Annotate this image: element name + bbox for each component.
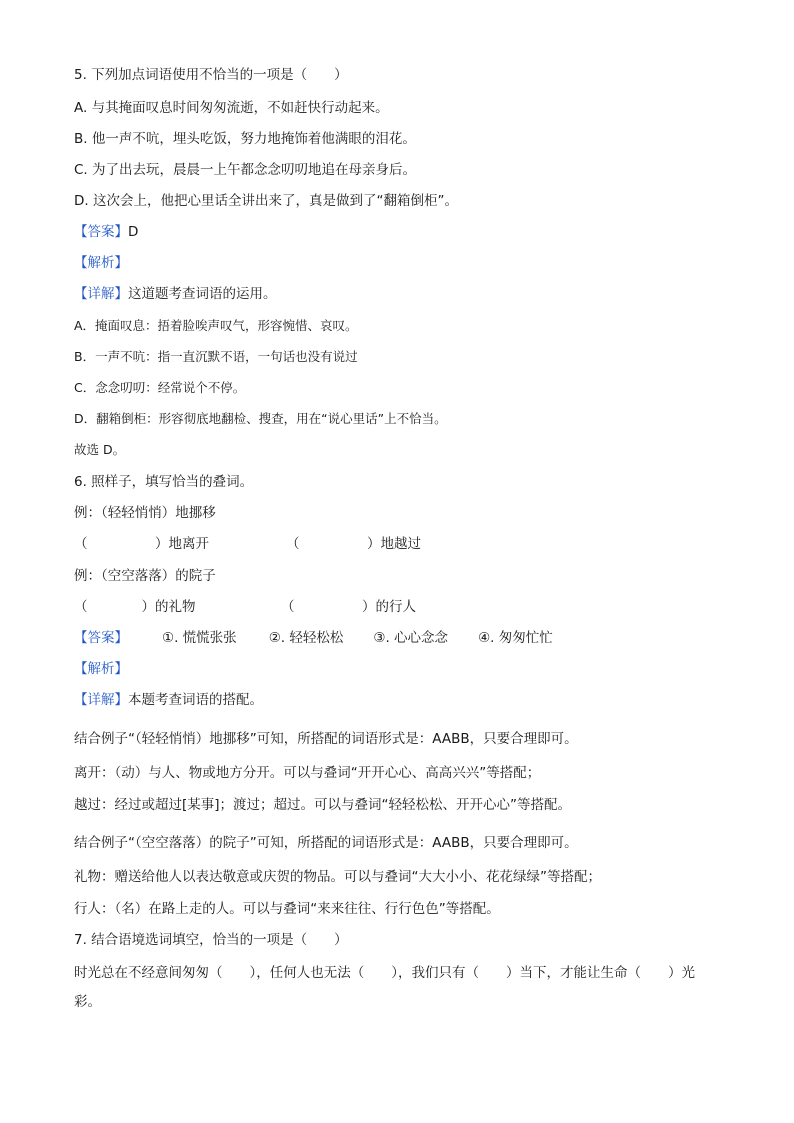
q6-blank-1a: （ ）地离开: [74, 536, 209, 552]
q6-analysis-tag: 【解析】: [74, 661, 128, 677]
q5-detail-line: [74, 285, 277, 303]
q5-detail-tag: 【详解】: [74, 286, 128, 302]
q6-paragraph-2: 离开：（动）与人、物或地方分开。可以与叠词“开开心心、高高兴兴”等搭配；: [74, 765, 541, 781]
q5-note-a: A．掩面叹息：捂着脸唉声叹气，形容惋惜、哀叹。: [74, 318, 358, 333]
q6-blank-2a: （ ）的礼物: [74, 599, 196, 615]
q5-answer: D: [128, 224, 139, 240]
q6-detail-line: [74, 691, 263, 709]
q6-detail: 本题考查词语的搭配。: [128, 692, 263, 708]
q5-stem: 5. 下列加点词语使用不恰当的一项是（ ）: [74, 67, 348, 83]
q5-option-c: C. 为了出去玩，晨晨一上午都念念叨叨地追在母亲身后。: [74, 162, 417, 178]
q6-paragraph-1: 结合例子“（轻轻悄悄）地挪移”可知，所搭配的词语形式是：AABB，只要合理即可。: [74, 731, 578, 747]
q7-line-2: 彩。: [74, 994, 101, 1010]
q5-option-d: D. 这次会上，他把心里话全讲出来了，真是做到了“翻箱倒柜”。: [74, 193, 458, 209]
q6-blank-2b: （ ）的行人: [281, 599, 416, 615]
q5-note-b: B．一声不吭：指一直沉默不语，一句话也没有说过: [74, 349, 358, 364]
q6-detail-tag: 【详解】: [74, 692, 128, 708]
q5-option-a: A. 与其掩面叹息时间匆匆流逝，不如赶快行动起来。: [74, 100, 389, 116]
q5-answer-tag: 【答案】: [74, 224, 128, 240]
q6-paragraph-5: 礼物：赠送给他人以表达敬意或庆贺的物品。可以与叠词“大大小小、花花绿绿”等搭配；: [74, 869, 601, 885]
q5-analysis-tag: 【解析】: [74, 255, 128, 271]
q6-paragraph-3: 越过：经过或超过[某事]；渡过；超过。可以与叠词“轻轻松松、开开心心”等搭配。: [74, 797, 572, 813]
q5-detail: 这道题考查词语的运用。: [128, 286, 277, 302]
q7-line-1: 时光总在不经意间匆匆（ ），任何人也无法（ ），我们只有（ ）当下，才能让生命（ ）光: [74, 965, 695, 981]
q6-answer-3: ③. 心心念念: [373, 630, 449, 646]
q6-paragraph-6: 行人：（名）在路上走的人。可以与叠词“来来往往、行行色色”等搭配。: [74, 901, 500, 917]
q6-answer-4: ④. 匆匆忙忙: [478, 630, 553, 646]
q6-stem: 6. 照样子，填写恰当的叠词。: [74, 474, 254, 490]
q6-example-2: 例：（空空落落）的院子: [74, 568, 216, 584]
q6-answer-1: ①. 慌慌张张: [162, 630, 237, 646]
q5-option-b: B. 他一声不吭，埋头吃饭，努力地掩饰着他满眼的泪花。: [74, 131, 416, 147]
q6-blank-1b: （ ）地越过: [286, 536, 421, 552]
q6-paragraph-4: 结合例子“（空空落落）的院子”可知，所搭配的词语形式是：AABB，只要合理即可。: [74, 835, 578, 851]
q6-answer-2: ②. 轻轻松松: [268, 630, 344, 646]
q6-example-1: 例：（轻轻悄悄）地挪移: [74, 505, 216, 521]
q6-answer-tag: 【答案】: [74, 630, 128, 646]
q5-note-d: D．翻箱倒柜：形容彻底地翻检、搜查，用在“说心里话”上不恰当。: [74, 411, 447, 426]
q5-conclusion: 故选 D。: [74, 442, 126, 457]
q5-answer-line: [74, 223, 138, 241]
q5-note-c: C．念念叨叨：经常说个不停。: [74, 380, 246, 395]
q6-answer-line: [74, 629, 553, 647]
q7-stem: 7. 结合语境选词填空，恰当的一项是（ ）: [74, 932, 348, 948]
